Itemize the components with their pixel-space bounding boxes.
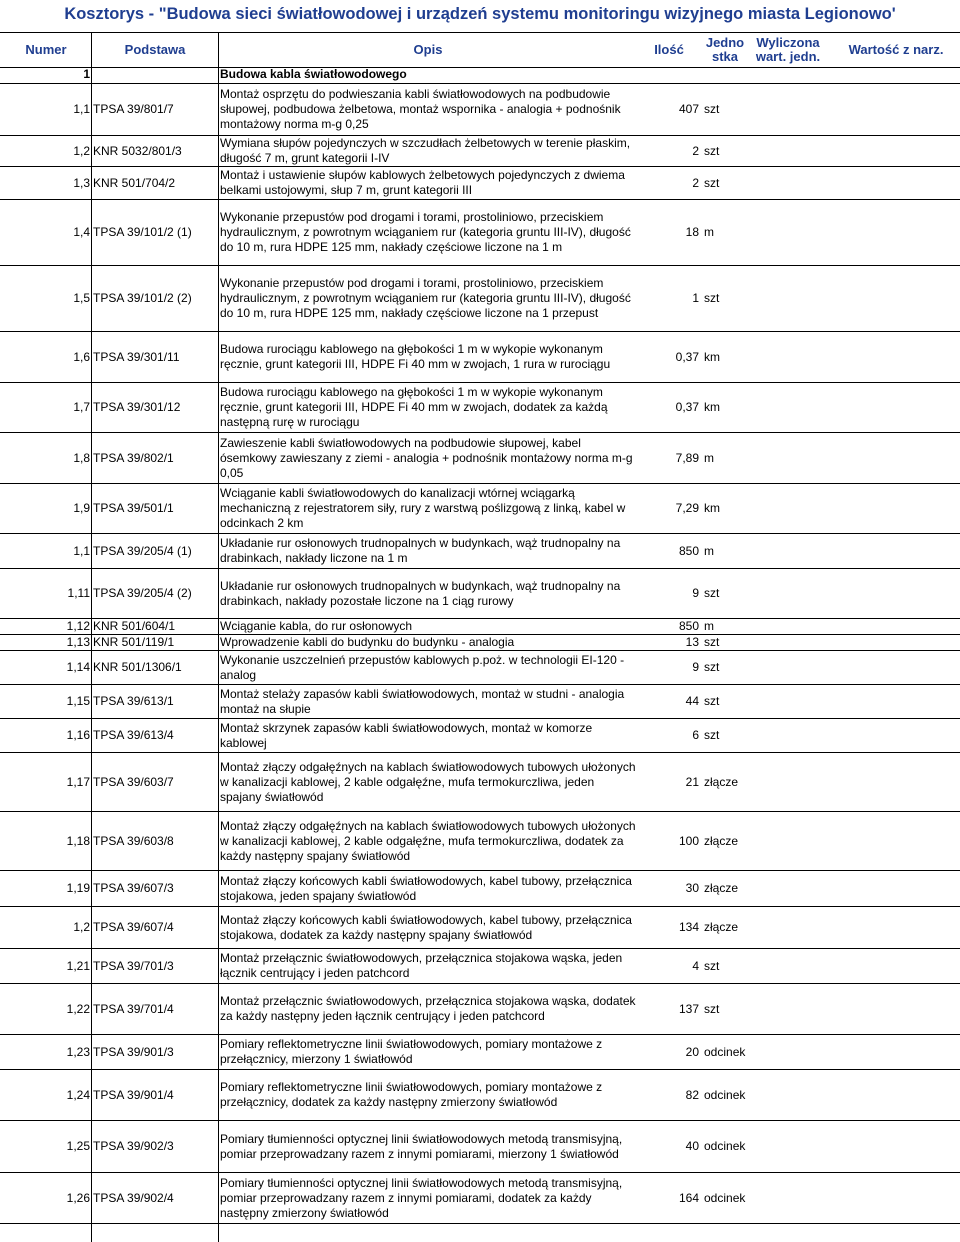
row-basis: TPSA 39/901/4: [93, 1087, 174, 1102]
row-basis: TPSA 39/613/4: [93, 728, 174, 742]
row-basis: TPSA 39/701/4: [93, 1001, 174, 1016]
row-number: 1,2: [73, 143, 90, 158]
row-number: 1,5: [73, 291, 90, 305]
row-quantity: 850: [678, 619, 699, 633]
row-unit: szt: [704, 728, 720, 742]
row-unit: km: [704, 400, 720, 414]
row-quantity: 134: [678, 920, 699, 934]
row-basis: TPSA 39/801/7: [93, 102, 174, 116]
row-number: 1,18: [66, 833, 90, 848]
row-unit: km: [704, 501, 720, 515]
row-number: 1,16: [66, 728, 90, 742]
row-unit: odcinek: [704, 1139, 746, 1153]
row-unit: m: [704, 543, 714, 558]
row-unit: szt: [704, 635, 720, 649]
row-basis: TPSA 39/205/4 (2): [93, 586, 192, 600]
row-quantity: 30: [685, 881, 699, 895]
row-quantity: 20: [685, 1044, 699, 1059]
row-description: Budowa rurociągu kablowego na głębokości 1 m w wykopie wykonanym ręcznie, grunt kategorii III, HDPE Fi 40 mm w zwojach, dodatek za każdą następną rurę w rurociągu: [220, 385, 608, 429]
row-quantity: 13: [685, 635, 699, 649]
row-number: 1,17: [66, 774, 90, 789]
row-number: 1,26: [66, 1190, 90, 1205]
row-description: Wymiana słupów pojedynczych w szczudłach żelbetowych w terenie płaskim, długość 7 m, grunt kategorii I-IV: [220, 136, 631, 165]
row-description: Wykonanie uszczelnień przepustów kablowych p.poż. w technologii EI-120 - analog: [220, 652, 625, 682]
row-basis: KNR 5032/801/3: [93, 143, 182, 158]
row-quantity: 100: [678, 833, 699, 848]
row-number: 1,7: [73, 400, 90, 414]
row-number: 1,15: [66, 694, 90, 708]
row-basis: TPSA 39/607/4: [93, 920, 174, 934]
table-row: [0, 907, 960, 949]
row-number: 1,25: [66, 1139, 90, 1153]
row-quantity: 164: [678, 1190, 699, 1205]
row-quantity: 40: [685, 1139, 699, 1153]
table-row: [0, 66, 960, 84]
table-header: [0, 32, 960, 68]
row-description: Pomiary tłumienności optycznej linii światłowodowych metodą transmisyjną, pomiar przeprowadzany razem z innymi pomiarami, mierzony 1 światłowód: [220, 1131, 623, 1161]
row-number: 1,22: [66, 1001, 90, 1016]
row-basis: TPSA 39/603/8: [93, 833, 174, 848]
row-number: 1,3: [73, 175, 90, 190]
table-row: [0, 484, 960, 534]
row-unit: odcinek: [704, 1190, 746, 1205]
row-quantity: 2: [692, 175, 699, 190]
row-quantity: 82: [685, 1087, 699, 1102]
table-row: [0, 871, 960, 907]
row-basis: TPSA 39/701/3: [93, 958, 174, 973]
table-row: [0, 534, 960, 569]
row-number: 1,21: [66, 958, 90, 973]
header-numer: Numer: [25, 42, 67, 57]
row-basis: TPSA 39/501/1: [93, 501, 174, 515]
table-row: [0, 651, 960, 685]
row-description: Wykonanie przepustów pod drogami i torami, prostoliniowo, przeciskiem hydraulicznym, z powrotnym wciąganiem rur (kategoria gruntu III-IV), długość do 10 m, rura HDPE 125 mm, nakłady częściowe liczone na 1 przepust: [220, 276, 631, 320]
header-ilosc: Ilość: [654, 42, 684, 57]
table-row: [0, 383, 960, 433]
row-number: 1,9: [73, 501, 90, 515]
row-basis: TPSA 39/101/2 (1): [93, 225, 192, 239]
row-quantity: 6: [692, 728, 699, 742]
row-number: 1,2: [73, 920, 90, 934]
column-divider: [218, 32, 219, 1242]
row-quantity: 1: [692, 291, 699, 305]
row-description: Zawieszenie kabli światłowodowych na podbudowie słupowej, kabel ósemkowy zawieszany z ziemi - analogia + podnośnik montażowy norma m-g 0,05: [220, 435, 633, 480]
table-row: [0, 136, 960, 167]
table-row: [0, 984, 960, 1035]
row-description: Układanie rur osłonowych trudnopalnych w budynkach, wąż trudnopalny na drabinkach, nakłady liczone na 1 m: [220, 536, 621, 565]
table-row: [0, 266, 960, 332]
row-number: 1,23: [66, 1044, 90, 1059]
row-unit: złącze: [704, 774, 739, 789]
row-description: Wprowadzenie kabli do budynku do budynku - analogia: [220, 635, 515, 649]
row-unit: km: [704, 349, 720, 364]
table-row: [0, 200, 960, 266]
row-unit: m: [704, 225, 714, 239]
row-description: Budowa rurociągu kablowego na głębokości 1 m w wykopie wykonanym ręcznie, grunt kategorii III, HDPE Fi 40 mm w zwojach, 1 rura w rurociągu: [220, 342, 611, 371]
row-unit: m: [704, 619, 714, 633]
table-row: [0, 812, 960, 871]
row-basis: KNR 501/119/1: [93, 635, 175, 649]
row-description: Pomiary reflektometryczne linii światłowodowych, pomiary montażowe z przełącznicy, mierzony 1 światłowód: [220, 1037, 603, 1066]
row-unit: odcinek: [704, 1044, 746, 1059]
row-number: 1: [83, 67, 90, 81]
table-row: [0, 719, 960, 753]
header-wartosc: Wartość z narz.: [848, 42, 944, 57]
row-basis: TPSA 39/205/4 (1): [93, 543, 192, 558]
table-row: [0, 619, 960, 635]
table-row: [0, 84, 960, 136]
row-number: 1,8: [73, 450, 90, 465]
row-unit: szt: [704, 143, 720, 158]
table-row: [0, 685, 960, 719]
table-row: [0, 1173, 960, 1224]
row-unit: m: [704, 450, 714, 465]
table-row: [0, 167, 960, 200]
row-description: Budowa kabla światłowodowego: [220, 67, 407, 81]
table-row: [0, 753, 960, 812]
row-number: 1,19: [66, 881, 90, 895]
row-number: 1,14: [66, 660, 90, 674]
row-quantity: 0,37: [675, 349, 699, 364]
table-row: [0, 1070, 960, 1121]
row-description: Montaż stelaży zapasów kabli światłowodowych, montaż w studni - analogia montaż na słupie: [220, 686, 625, 716]
row-unit: złącze: [704, 881, 739, 895]
row-number: 1,12: [66, 619, 90, 633]
row-basis: KNR 501/704/2: [93, 175, 176, 190]
row-description: Montaż przełącznic światłowodowych, przełącznica stojakowa wąska, dodatek za każdy następny jeden łącznik centrujący i jeden patchcord: [220, 994, 636, 1023]
table-row: [0, 635, 960, 651]
row-quantity: 407: [678, 102, 699, 116]
row-unit: złącze: [704, 833, 739, 848]
row-description: Montaż osprzętu do podwieszania kabli światłowodowych na podbudowie słupowej, podbudowa żelbetowa, montaż wspornika - analogia + podnośnik montażowy norma m-g 0,25: [220, 87, 621, 131]
header-wyliczona: Wyliczona wart. jedn.: [755, 35, 821, 64]
row-number: 1,1: [73, 543, 90, 558]
row-quantity: [637, 66, 701, 83]
row-basis: TPSA 39/603/7: [93, 774, 174, 789]
row-description: Montaż złączy końcowych kabli światłowodowych, kabel tubowy, przełącznica stojakowa, dodatek za każdy następny spajany światłowód: [220, 912, 632, 942]
table-row: [0, 332, 960, 383]
table-row: [0, 949, 960, 984]
row-number: 1,11: [67, 586, 90, 600]
row-unit: szt: [704, 1001, 720, 1016]
row-unit: szt: [704, 102, 720, 116]
row-description: Pomiary tłumienności optycznej linii światłowodowych metodą transmisyjną, pomiar przeprowadzany razem z innymi pomiarami, dodatek za każdy następny zmierzony światłowód: [220, 1175, 623, 1220]
row-basis: KNR 501/604/1: [93, 619, 176, 633]
table-row: [0, 1121, 960, 1173]
row-quantity: 7,89: [675, 450, 699, 465]
row-basis: TPSA 39/802/1: [93, 450, 174, 465]
row-description: Montaż złączy odgałęźnych na kablach światłowodowych tubowych ułożonych w kanalizacji kablowej, 2 kable odgałęźne, mufa termokurczliwa, jeden spajany światłowód: [220, 759, 636, 804]
row-description: Montaż złączy końcowych kabli światłowodowych, kabel tubowy, przełącznica stojakowa, jeden spajany światłowód: [220, 873, 632, 903]
row-basis: TPSA 39/902/3: [93, 1139, 174, 1153]
row-number: 1,6: [73, 349, 90, 364]
row-quantity: 9: [692, 586, 699, 600]
row-quantity: 21: [685, 774, 699, 789]
row-quantity: 137: [678, 1001, 699, 1016]
row-basis: TPSA 39/901/3: [93, 1044, 174, 1059]
row-quantity: 9: [692, 660, 699, 674]
row-unit: szt: [704, 958, 720, 973]
row-quantity: 44: [685, 694, 699, 708]
row-description: Wciąganie kabli światłowodowych do kanalizacji wtórnej wciągarką mechaniczną z rejestratorem siły, rury z warstwą poślizgową z linką, kabel w odcinkach 2 km: [220, 486, 626, 530]
row-unit: szt: [704, 586, 720, 600]
header-podstawa: Podstawa: [124, 42, 186, 57]
row-description: Pomiary reflektometryczne linii światłowodowych, pomiary montażowe z przełącznicy, dodatek za każdy następny zmierzony światłowód: [220, 1080, 603, 1109]
row-unit: odcinek: [704, 1087, 746, 1102]
row-basis: TPSA 39/101/2 (2): [93, 291, 192, 305]
row-basis: KNR 501/1306/1: [93, 660, 182, 674]
row-number: 1,4: [73, 225, 90, 239]
row-quantity: 2: [692, 143, 699, 158]
row-unit: złącze: [704, 920, 739, 934]
header-opis: Opis: [413, 42, 443, 57]
row-basis: [92, 66, 218, 83]
row-description: Układanie rur osłonowych trudnopalnych w budynkach, wąż trudnopalny na drabinkach, nakłady pozostałe liczone na 1 ciąg rurowy: [220, 578, 621, 608]
table-row: [0, 1035, 960, 1070]
row-unit: szt: [704, 694, 720, 708]
row-number: 1,24: [66, 1087, 90, 1102]
row-quantity: 18: [685, 225, 699, 239]
row-description: Wciąganie kabla, do rur osłonowych: [220, 619, 413, 633]
row-number: 1,13: [66, 635, 90, 649]
table-row: [0, 433, 960, 484]
row-description: Montaż i ustawienie słupów kablowych żelbetowych pojedynczych z dwiema belkami ustojowymi, słup 7 m, grunt kategorii III: [220, 168, 625, 197]
table-row: [0, 569, 960, 619]
row-unit: szt: [704, 175, 720, 190]
column-divider: [91, 32, 92, 1242]
row-description: Montaż złączy odgałęźnych na kablach światłowodowych tubowych ułożonych w kanalizacji kablowej, 2 kable odgałęźne, mufa termokurczliwa, dodatek za każdy następny spajany światłowód: [220, 818, 636, 863]
row-basis: TPSA 39/301/12: [93, 400, 181, 414]
row-quantity: 7,29: [675, 501, 699, 515]
row-unit: szt: [704, 291, 720, 305]
row-quantity: 4: [692, 958, 699, 973]
row-basis: TPSA 39/613/1: [93, 694, 174, 708]
row-description: Montaż skrzynek zapasów kabli światłowodowych, montaż w komorze kablowej: [220, 720, 593, 750]
row-basis: TPSA 39/902/4: [93, 1190, 174, 1205]
row-description: Wykonanie przepustów pod drogami i torami, prostoliniowo, przeciskiem hydraulicznym, z powrotnym wciąganiem rur (kategoria gruntu III-IV), długość do 10 m, rura HDPE 125 mm, nakłady częściowe liczone na 1 m: [220, 210, 631, 254]
header-jednostka: Jedno stka: [705, 35, 745, 64]
row-number: 1,1: [73, 102, 90, 116]
row-description: Montaż przełącznic światłowodowych, przełącznica stojakowa wąska, jeden łącznik centrujący i jeden patchcord: [220, 951, 623, 980]
row-basis: TPSA 39/607/3: [93, 881, 174, 895]
row-basis: TPSA 39/301/11: [93, 349, 180, 364]
row-unit: szt: [704, 660, 720, 674]
row-unit: [703, 66, 747, 83]
document-title: Kosztorys - "Budowa sieci światłowodowej i urządzeń systemu monitoringu wizyjnego miasta Legionowo': [64, 5, 896, 23]
row-quantity: 850: [678, 543, 699, 558]
row-quantity: 0,37: [675, 400, 699, 414]
